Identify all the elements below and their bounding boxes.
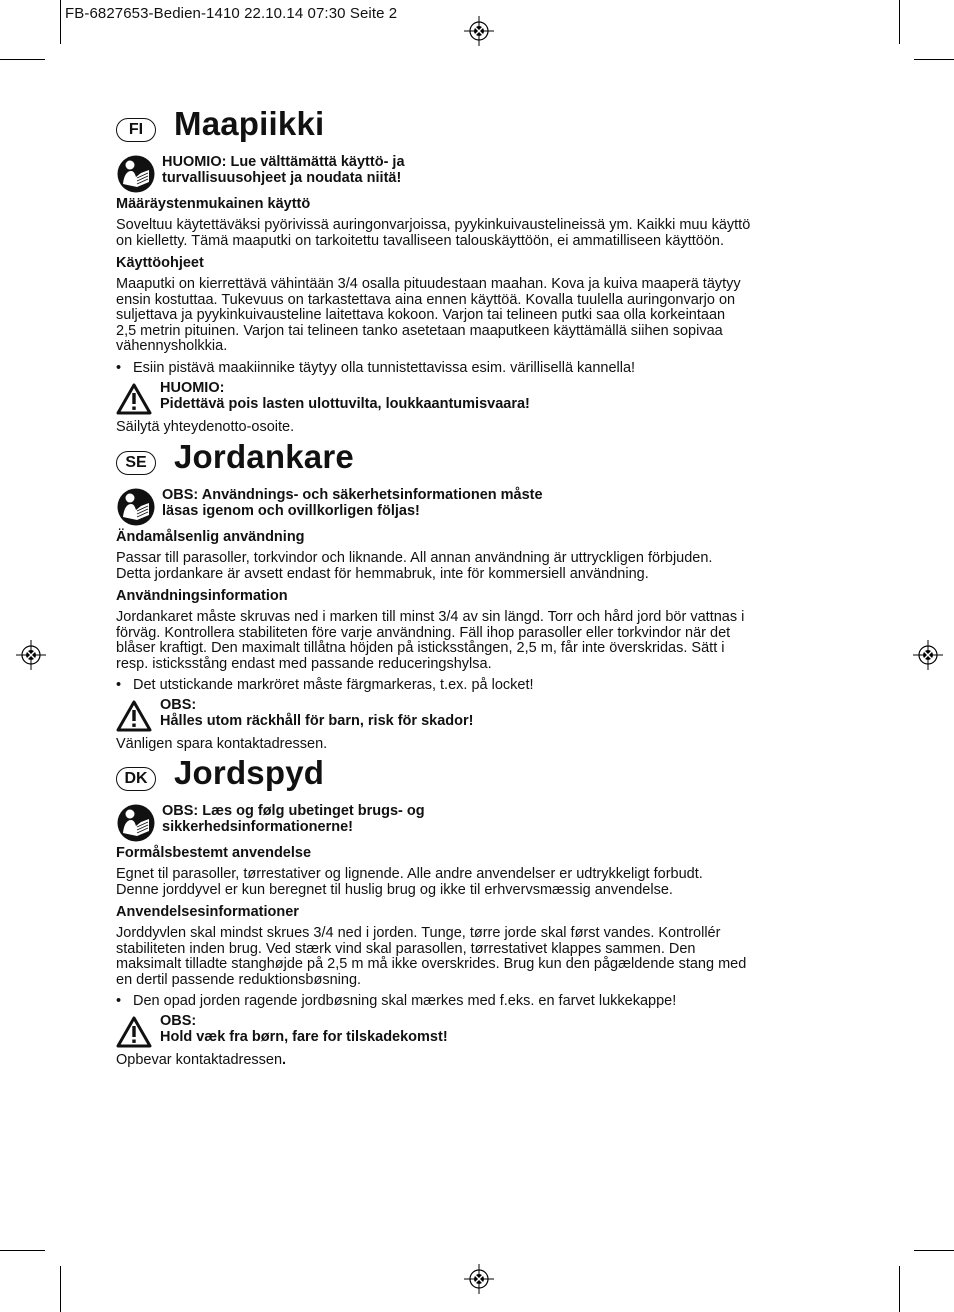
section-fi: [116, 105, 846, 435]
manual-notice-text: [162, 154, 405, 186]
text-line: stabiliteten inden brug. Ved stærk vind skal parasollen, tørrestativet klappes sammen. Den: [116, 940, 696, 957]
text-line: vähennysholkkia.: [116, 338, 228, 354]
warning-text: [160, 380, 530, 412]
text-line: on kielletty. Tämä maaputki on tarkoitettu tavalliseen talouskäyttöön, ei ammatilliseen käyttöön.: [116, 232, 724, 249]
intended-use-text: [116, 218, 846, 249]
text-line: ensin kostuttaa. Tukevuus on tarkastettava aina ennen käyttöä. Kovalla tuulella auringonvarjo on: [116, 291, 736, 308]
warning-triangle-icon: [116, 1016, 152, 1048]
contact-note-text: Säilytä yhteydenotto-osoite.: [116, 418, 295, 435]
read-manual-icon: [116, 154, 156, 194]
crop-mark: [0, 1250, 45, 1251]
usage-info-text: [116, 277, 846, 355]
contact-note-text: Vänligen spara kontaktadressen.: [116, 736, 328, 752]
text-line: en dertil passende reduktionsbøsning.: [116, 971, 362, 988]
text-line: Jorddyvlen skal mindst skrues 3/4 ned i jorden. Tunge, tørre jorde skal først vandes. Kontrollér: [116, 925, 721, 941]
section-header: [116, 438, 846, 485]
bullet-item: [116, 677, 846, 693]
contact-note-tail: .: [282, 1052, 287, 1068]
usage-info-heading: Käyttöohjeet: [116, 255, 204, 271]
manual-notice-line: OBS: Læs og følg ubetinget brugs- og: [162, 803, 425, 819]
manual-notice: [116, 487, 846, 523]
warning-label: OBS:: [160, 1013, 197, 1029]
text-line: Passar till parasoller, torkvindor och liknande. All annan användning är uttryckligen förbjuden.: [116, 550, 713, 566]
warning-message: Pidettävä pois lasten ulottuvilta, loukkaantumisvaara!: [160, 395, 530, 412]
text-line: Soveltuu käytettäväksi pyörivissä auringonvarjoissa, pyykinkuivaustelineissä ym. Kaikki muu käyttö: [116, 217, 751, 233]
contact-note: [116, 419, 846, 435]
print-header: FB-6827653-Bedien-1410 22.10.14 07:30 Seite 2: [65, 5, 398, 22]
warning-label: HUOMIO:: [160, 379, 225, 396]
usage-info-heading: Anvendelsesinformationer: [116, 904, 299, 920]
bullet-dot: •: [116, 677, 122, 693]
text-line: Detta jordankare är avsett endast för hemmabruk, inte för kommersiell användning.: [116, 565, 649, 582]
language-badge: SE: [116, 451, 156, 475]
section-title: Maapiikki: [174, 105, 325, 142]
intended-use-text: [116, 867, 846, 898]
manual-notice-line: sikkerhedsinformationerne!: [162, 819, 353, 835]
contact-note: [116, 736, 846, 752]
warning-triangle-icon: [116, 700, 152, 732]
warning-triangle-icon: [116, 383, 152, 415]
manual-notice-text: [162, 803, 425, 835]
language-badge: FI: [116, 118, 156, 142]
section-dk: [116, 754, 846, 1068]
usage-info-heading: Användningsinformation: [116, 588, 288, 604]
crop-mark: [0, 59, 45, 60]
manual-notice-line: läsas igenom och ovillkorligen följas!: [162, 503, 420, 519]
bullet-item: [116, 993, 846, 1009]
contact-note-text: Opbevar kontaktadressen: [116, 1052, 283, 1068]
crop-mark: [914, 59, 954, 60]
text-line: Maaputki on kierrettävä vähintään 3/4 osalla pituudestaan maahan. Kova ja kuiva maaperä täytyy: [116, 276, 741, 292]
text-line: Egnet til parasoller, tørrestativer og lignende. Alle andre anvendelser er udtrykkeligt forbudt.: [116, 866, 703, 882]
section-title: Jordankare: [174, 438, 354, 475]
read-manual-icon: [116, 487, 156, 527]
bullet-item: [116, 360, 846, 376]
manual-notice-line: HUOMIO: Lue välttämättä käyttö- ja: [162, 154, 405, 170]
intended-use-heading: Ändamålsenlig användning: [116, 529, 305, 545]
intended-use-heading: Määräystenmukainen käyttö: [116, 196, 311, 212]
crop-mark: [899, 1266, 900, 1312]
text-line: Denne jorddyvel er kun beregnet til huslig brug og ikke til erhvervsmæssig anvendelse.: [116, 881, 673, 898]
section-header: [116, 105, 846, 152]
bullet-dot: •: [116, 359, 122, 376]
section-se: [116, 438, 846, 752]
registration-mark-icon: [16, 640, 46, 670]
warning-label: OBS:: [160, 697, 197, 713]
crop-mark: [60, 1266, 61, 1312]
section-title: Jordspyd: [174, 754, 325, 791]
warning-message: Hold væk fra børn, fare for tilskadekomst!: [160, 1029, 448, 1045]
text-line: maksimalt tilladte stanghøjde på 2,5 m må ikke overskrides. Brug kun den pågældende stang med: [116, 956, 747, 972]
warning-notice: [116, 697, 846, 731]
text-line: förväg. Kontrollera stabiliteten före varje användning. Fäll ihop parasoller eller torkvindor när det: [116, 624, 731, 641]
warning-text: [160, 697, 473, 729]
crop-mark: [60, 0, 61, 44]
manual-notice: [116, 803, 846, 839]
manual-notice-line: turvallisuusohjeet ja noudata niitä!: [162, 170, 402, 186]
registration-mark-icon: [913, 640, 943, 670]
registration-mark-icon: [464, 1264, 494, 1294]
registration-mark-icon: [464, 16, 494, 46]
text-line: Jordankaret måste skruvas ned i marken till minst 3/4 av sin längd. Torr och hård jord bör vattnas i: [116, 609, 745, 625]
text-line: resp. isticksstång endast med passande reduceringshylsa.: [116, 655, 492, 672]
text-line: 2,5 metrin pituinen. Varjon tai telineen tanko asetetaan maaputkeen käyttämällä siihen sopivaa: [116, 322, 723, 339]
usage-info-text: [116, 610, 846, 672]
crop-mark: [914, 1250, 954, 1251]
warning-notice: [116, 1013, 846, 1047]
bullet-text: Det utstickande markröret måste färgmarkeras, t.ex. på locket!: [133, 677, 534, 693]
bullet-dot: •: [116, 993, 122, 1009]
manual-notice: [116, 154, 846, 190]
intended-use-text: [116, 551, 846, 582]
text-line: suljettava ja pyykinkuivausteline laitettava kokoon. Varjon tai telineen putki saa olla korkeintaan: [116, 307, 726, 323]
bullet-text: Den opad jorden ragende jordbøsning skal mærkes med f.eks. en farvet lukkekappe!: [133, 993, 677, 1009]
read-manual-icon: [116, 803, 156, 843]
intended-use-heading: Formålsbestemt anvendelse: [116, 845, 312, 861]
warning-message: Hålles utom räckhåll för barn, risk för skador!: [160, 713, 474, 729]
section-header: [116, 754, 846, 801]
crop-mark: [899, 0, 900, 44]
bullet-text: Esiin pistävä maakiinnike täytyy olla tunnistettavissa esim. värillisellä kannella!: [133, 359, 636, 376]
warning-notice: [116, 380, 846, 414]
warning-text: [160, 1013, 448, 1045]
manual-notice-line: OBS: Användnings- och säkerhetsinformationen måste: [162, 487, 543, 503]
language-badge: DK: [116, 767, 156, 791]
text-line: blåser kraftigt. Den maximalt tillåtna höjden på isticksstången, 2,5 m, får inte överskridas. Sätt i: [116, 640, 725, 656]
contact-note: [116, 1052, 846, 1068]
usage-info-text: [116, 926, 846, 988]
manual-notice-text: [162, 487, 543, 519]
